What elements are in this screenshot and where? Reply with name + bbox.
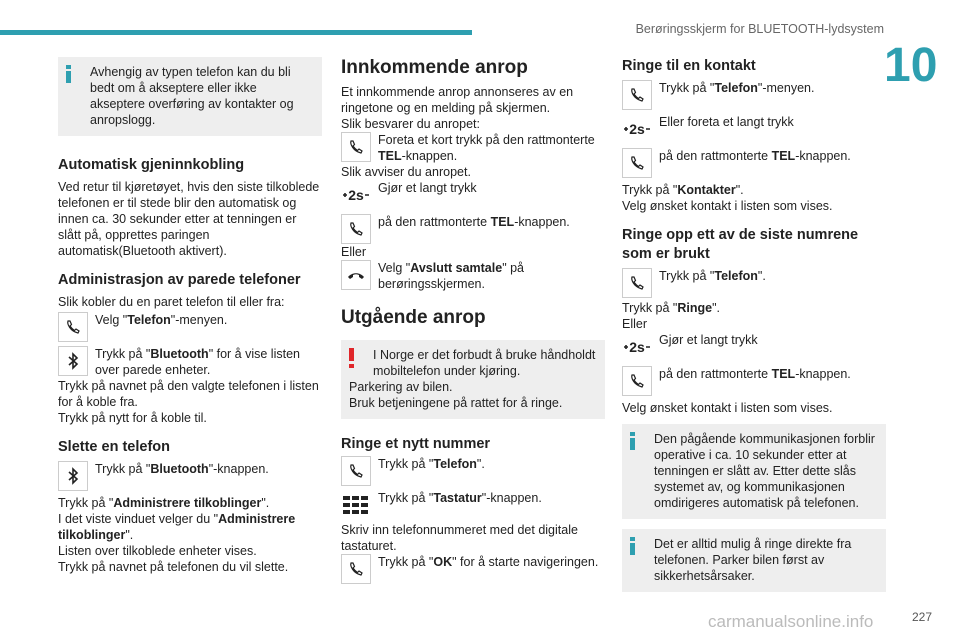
watermark: carmanualsonline.info <box>708 612 874 631</box>
paragraph: Eller <box>341 245 367 259</box>
paragraph: Et innkommende anrop annonseres av en ringetone og en melding på skjermen. <box>341 85 574 115</box>
phone-icon <box>622 80 652 110</box>
section-title: Ringe opp ett av de siste numrene som er brukt <box>622 227 859 262</box>
paragraph: Slik besvarer du anropet: <box>341 117 480 131</box>
step-row: Trykk på "Telefon"-menyen. <box>622 80 886 110</box>
paragraph: Trykk på nytt for å koble til. <box>58 411 207 425</box>
paragraph: Trykk på "Ringe". <box>622 301 721 315</box>
long-press-icon <box>622 114 652 144</box>
warning-icon <box>349 348 354 368</box>
step-row: Trykk på "Tastatur"-knappen. <box>341 490 605 520</box>
paragraph: Trykk på navnet på den valgte telefonen i listen for å koble fra. <box>58 379 319 409</box>
svg-text:2s: 2s <box>629 339 645 355</box>
page-number: 227 <box>912 610 933 624</box>
info-icon <box>630 432 635 450</box>
info-box <box>58 57 322 136</box>
phone-icon <box>622 148 652 178</box>
section-title: Ringe til en kontakt <box>622 58 756 74</box>
section-title: Ringe et nytt nummer <box>341 436 491 452</box>
step-row: på den rattmonterte TEL-knappen. <box>622 148 886 178</box>
svg-text:2s: 2s <box>348 187 364 203</box>
step-row: 2s Eller foreta et langt trykk <box>622 114 886 144</box>
column-2 <box>341 54 605 584</box>
step-row: Trykk på "OK" for å starte navigeringen. <box>341 554 605 584</box>
paragraph: Slik avviser du anropet. <box>341 165 471 179</box>
step-row: 2s Gjør et langt trykk <box>622 332 886 362</box>
long-press-icon <box>622 332 652 362</box>
paragraph: Trykk på "Administrere tilkoblinger". <box>58 496 270 510</box>
phone-icon <box>58 312 88 342</box>
phone-icon <box>622 366 652 396</box>
step-row: Trykk på "Bluetooth" for å vise listen over parede enheter. <box>58 346 322 378</box>
step-row: på den rattmonterte TEL-knappen. <box>622 366 886 396</box>
info-box: Den pågående kommunikasjonen forblir operative i ca. 10 sekunder etter at tenningen er slått av. Etter dette slås systemet av, og kommunikasjonen omdirigeres automatisk på telefonen. <box>622 424 886 519</box>
info-icon <box>630 537 635 555</box>
step-row: Trykk på "Telefon". <box>622 268 886 298</box>
phone-icon <box>341 554 371 584</box>
paragraph: Velg ønsket kontakt i listen som vises. <box>622 199 833 213</box>
info-text: Avhengig av typen telefon kan du bli bedt om å akseptere eller ikke akseptere overføring av kontakter og anropslogg. <box>90 65 294 127</box>
phone-icon <box>622 268 652 298</box>
svg-text:2s: 2s <box>629 121 645 137</box>
paragraph: Trykk på "Kontakter". <box>622 183 744 197</box>
bluetooth-icon <box>58 461 88 491</box>
paragraph: Ved retur til kjøretøyet, hvis den siste tilkoblede telefonen er til stede blir den automatisk og innen ca. 30 sekunder etter at tenningen er slått på, opprettes paringen automatisk(Bluetooth aktivert). <box>58 180 320 258</box>
section-title: Administrasjon av parede telefoner <box>58 272 301 288</box>
step-row: Velg "Telefon"-menyen. <box>58 312 322 342</box>
step-row: Trykk på "Bluetooth"-knappen. <box>58 461 322 491</box>
paragraph: Velg ønsket kontakt i listen som vises. <box>622 401 833 415</box>
paragraph: Listen over tilkoblede enheter vises. <box>58 544 257 558</box>
info-box: Det er alltid mulig å ringe direkte fra telefonen. Parker bilen først av sikkerhetsårsaker. <box>622 529 886 592</box>
section-title: Slette en telefon <box>58 439 170 455</box>
paragraph: Slik kobler du en paret telefon til eller fra: <box>58 295 285 309</box>
long-press-icon <box>341 180 371 210</box>
phone-icon <box>341 214 371 244</box>
info-icon <box>66 65 71 83</box>
step-row: 2s Gjør et langt trykk <box>341 180 605 210</box>
paragraph: I det viste vinduet velger du "Administrere tilkoblinger". <box>58 512 296 542</box>
step-row: Trykk på "Telefon". <box>341 456 605 486</box>
paragraph: Eller <box>622 317 648 331</box>
main-title: Innkommende anrop <box>341 57 528 78</box>
step-row: Foreta et kort trykk på den rattmonterte TEL-knappen. <box>341 132 605 164</box>
step-row: på den rattmonterte TEL-knappen. <box>341 214 605 244</box>
phone-icon <box>341 456 371 486</box>
step-row: Velg "Avslutt samtale" på berøringsskjermen. <box>341 260 605 292</box>
column-1 <box>58 54 322 575</box>
paragraph: Trykk på navnet på telefonen du vil slette. <box>58 560 289 574</box>
warning-box: I Norge er det forbudt å bruke håndholdt mobiltelefon under kjøring. Parkering av bilen. Bruk betjeningene på rattet for å ringe. <box>341 340 605 419</box>
hang-up-icon <box>341 260 371 290</box>
header-accent-bar <box>0 30 472 35</box>
bluetooth-icon <box>58 346 88 376</box>
paragraph: Skriv inn telefonnummeret med det digitale tastaturet. <box>341 523 578 553</box>
phone-icon <box>341 132 371 162</box>
section-title: Automatisk gjeninnkobling <box>58 157 245 173</box>
main-title: Utgående anrop <box>341 307 486 328</box>
page-header-title: Berøringsskjerm for BLUETOOTH-lydsystem <box>635 22 884 36</box>
column-3 <box>622 54 886 592</box>
chapter-number: 10 <box>884 39 938 92</box>
keypad-icon <box>341 490 371 520</box>
